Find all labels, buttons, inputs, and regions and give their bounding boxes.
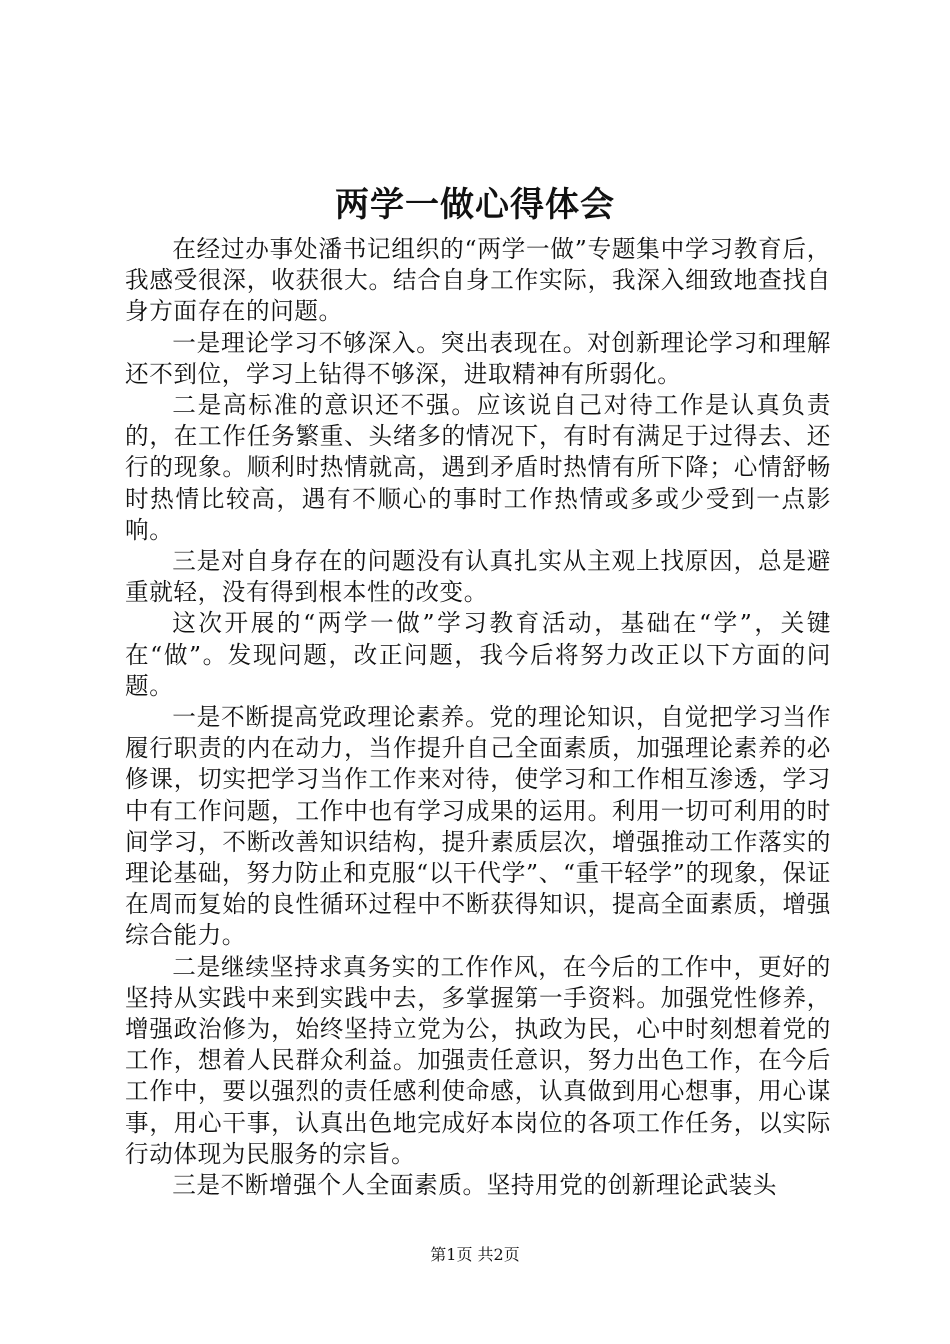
page-number-footer: 第1页 共2页 [430, 1245, 520, 1264]
paragraph-improvement-1: 一是不断提高党政理论素养。党的理论知识，自觉把学习当作履行职责的内在动力，当作提升自己全面素质，加强理论素养的必修课，切实把学习当作工作来对待，使学习和工作相互渗透，学习中有工作问题，工作中也有学习成果的运用。利用一切可利用的时间学习，不断改善知识结构，提升素质层次，增强推动工作落实的理论基础，努力防止和克服“以干代学”、“重干轻学”的现象，保证在周而复始的良性循环过程中不断获得知识，提高全面素质，增强综合能力。 [125, 703, 831, 950]
paragraph-transition: 这次开展的“两学一做”学习教育活动，基础在“学”，关键在“做”。发现问题，改正问题，我今后将努力改正以下方面的问题。 [125, 609, 831, 700]
paragraph-problem-1: 一是理论学习不够深入。突出表现在。对创新理论学习和理解还不到位，学习上钻得不够深，进取精神有所弱化。 [125, 328, 831, 388]
paragraph-problem-3: 三是对自身存在的问题没有认真扎实从主观上找原因，总是避重就轻，没有得到根本性的改变。 [125, 547, 831, 607]
paragraph-improvement-3: 三是不断增强个人全面素质。坚持用党的创新理论武装头 [172, 1171, 778, 1200]
paragraph-intro: 在经过办事处潘书记组织的“两学一做”专题集中学习教育后，我感受很深，收获很大。结合自身工作实际，我深入细致地查找自身方面存在的问题。 [125, 235, 831, 326]
document-title: 两学一做心得体会 [335, 185, 615, 225]
paragraph-problem-2: 二是高标准的意识还不强。应该说自己对待工作是认真负责的，在工作任务繁重、头绪多的情况下，有时有满足于过得去、还行的现象。顺利时热情就高，遇到矛盾时热情有所下降；心情舒畅时热情比较高，遇有不顺心的事时工作热情或多或少受到一点影响。 [125, 391, 831, 544]
paragraph-improvement-2: 二是继续坚持求真务实的工作作风，在今后的工作中，更好的坚持从实践中来到实践中去，多掌握第一手资料。加强党性修养，增强政治修为，始终坚持立党为公，执政为民，心中时刻想着党的工作，想着人民群众利益。加强责任意识，努力出色工作，在今后工作中，要以强烈的责任感利使命感，认真做到用心想事，用心谋事，用心干事，认真出色地完成好本岗位的各项工作任务，以实际行动体现为民服务的宗旨。 [125, 952, 831, 1168]
document-body [125, 234, 831, 1201]
